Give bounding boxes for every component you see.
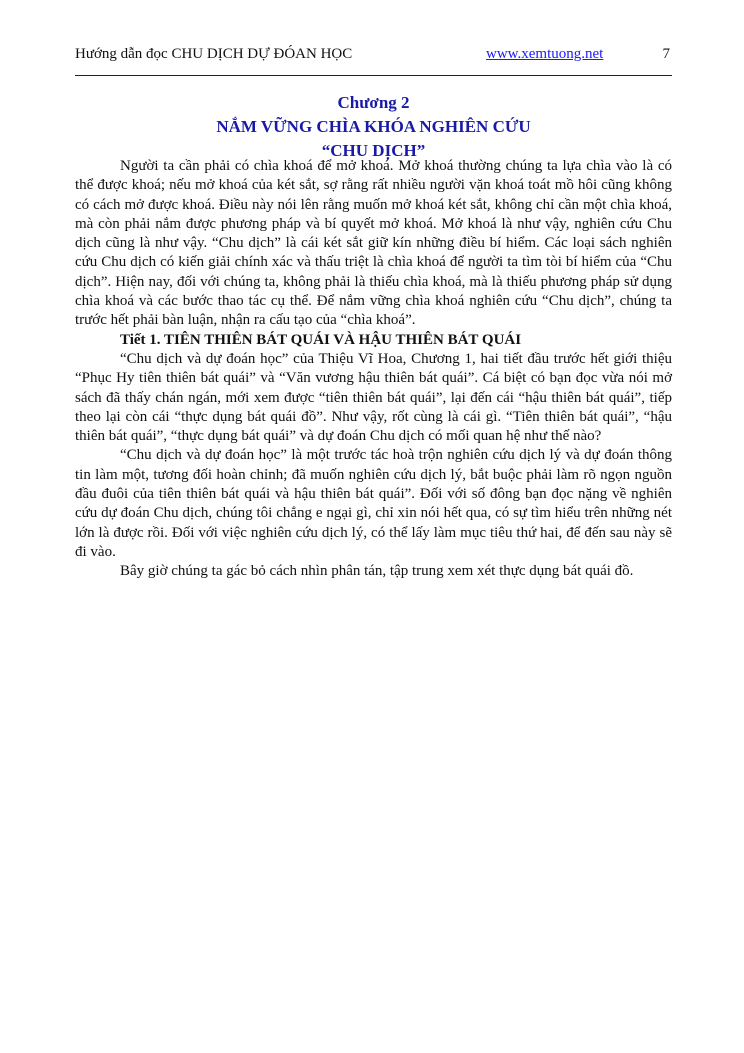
page-number: 7 <box>662 46 670 62</box>
book-title: Hướng dẫn đọc CHU DỊCH DỰ ĐÓAN HỌC <box>75 46 353 62</box>
paragraph: “Chu dịch và dự đoán học” là một trước tác hoà trộn nghiên cứu dịch lý và dự đoán thông tin làm một, tương đối hoàn chỉnh; đã muốn nghiên cứu dịch lý, bắt buộc phải làm rõ ngọn nguồn đầu đuôi của tiên thiên bát quái và hậu thiên bát quái”. Đối với số đông bạn đọc nặng về nghiên cứu dự đoán Chu dịch, chúng tôi chẳng e ngại gì, chỉ xin nói hết qua, có sự tìm hiểu trên những nét lớn là được rồi. Đối với việc nghiên cứu dịch lý, có thể lấy làm mục tiêu thứ hai, để đến sau này sẽ đi vào. <box>75 447 672 560</box>
page-body <box>75 157 672 582</box>
paragraph: Bây giờ chúng ta gác bỏ cách nhìn phân tán, tập trung xem xét thực dụng bát quái đồ. <box>120 563 634 580</box>
page-header <box>75 46 672 68</box>
chapter-subtitle: “CHU DỊCH” <box>321 141 426 160</box>
chapter-number: Chương 2 <box>337 93 410 112</box>
chapter-title: NẮM VỮNG CHÌA KHÓA NGHIÊN CỨU <box>216 117 531 136</box>
paragraph: “Chu dịch và dự đoán học” của Thiệu Vĩ Hoa, Chương 1, hai tiết đầu trước hết giới thiệu “Phục Hy tiên thiên bát quái” và “Văn vương hậu thiên bát quái”. Cá biệt có bạn đọc vừa nói mở sách đã thấy chán ngán, mới xem được “tiên thiên bát quái”, lại đến cái “hậu thiên bát quái”, tiếp theo lại còn cái “thực dụng bát quái đồ”. Như vậy, rốt cùng là cái gì. “Tiên thiên bát quái”, “hậu thiên bát quái”, “thực dụng bát quái” và dự đoán Chu dịch có mối quan hệ như thế nào? <box>75 350 672 445</box>
website-link[interactable]: www.xemtuong.net <box>486 46 604 62</box>
section-heading: Tiết 1. TIÊN THIÊN BÁT QUÁI VÀ HẬU THIÊN BÁT QUÁI <box>120 331 522 348</box>
chapter-heading <box>75 91 672 163</box>
paragraph: Người ta cần phải có chìa khoá để mở khoá. Mở khoá thường chúng ta lựa chìa vào là có thể được khoá; nếu mở khoá của két sắt, sợ rằng rất nhiều người vặn khoá toát mồ hôi cũng không có cách mở được khoá. Điều này nói lên rằng muốn mở khoá két sắt, không chỉ cần một chìa khoá, mà còn phải nắm được phương pháp và bí quyết mở khoá. Mở khoá là như vậy, nghiên cứu Chu dịch cũng là như vậy. “Chu dịch” là cái két sắt giữ kín những điều bí hiểm. Các loại sách nghiên cứu Chu dịch có kiến giải chính xác và thấu triệt là chìa khoá để người ta tìm tòi bí hiểm của “Chu dịch”. Hiện nay, đối với chúng ta, không phải là thiếu chìa khoá, mà là thiếu phương pháp sử dụng chìa khoá và các bước thao tác cụ thể. Để nắm vững chìa khoá nghiên cứu “Chu dịch”, chúng ta trước hết phải bàn luận, nhận ra cấu tạo của “chìa khoá”. <box>75 158 672 329</box>
header-divider <box>75 75 672 76</box>
